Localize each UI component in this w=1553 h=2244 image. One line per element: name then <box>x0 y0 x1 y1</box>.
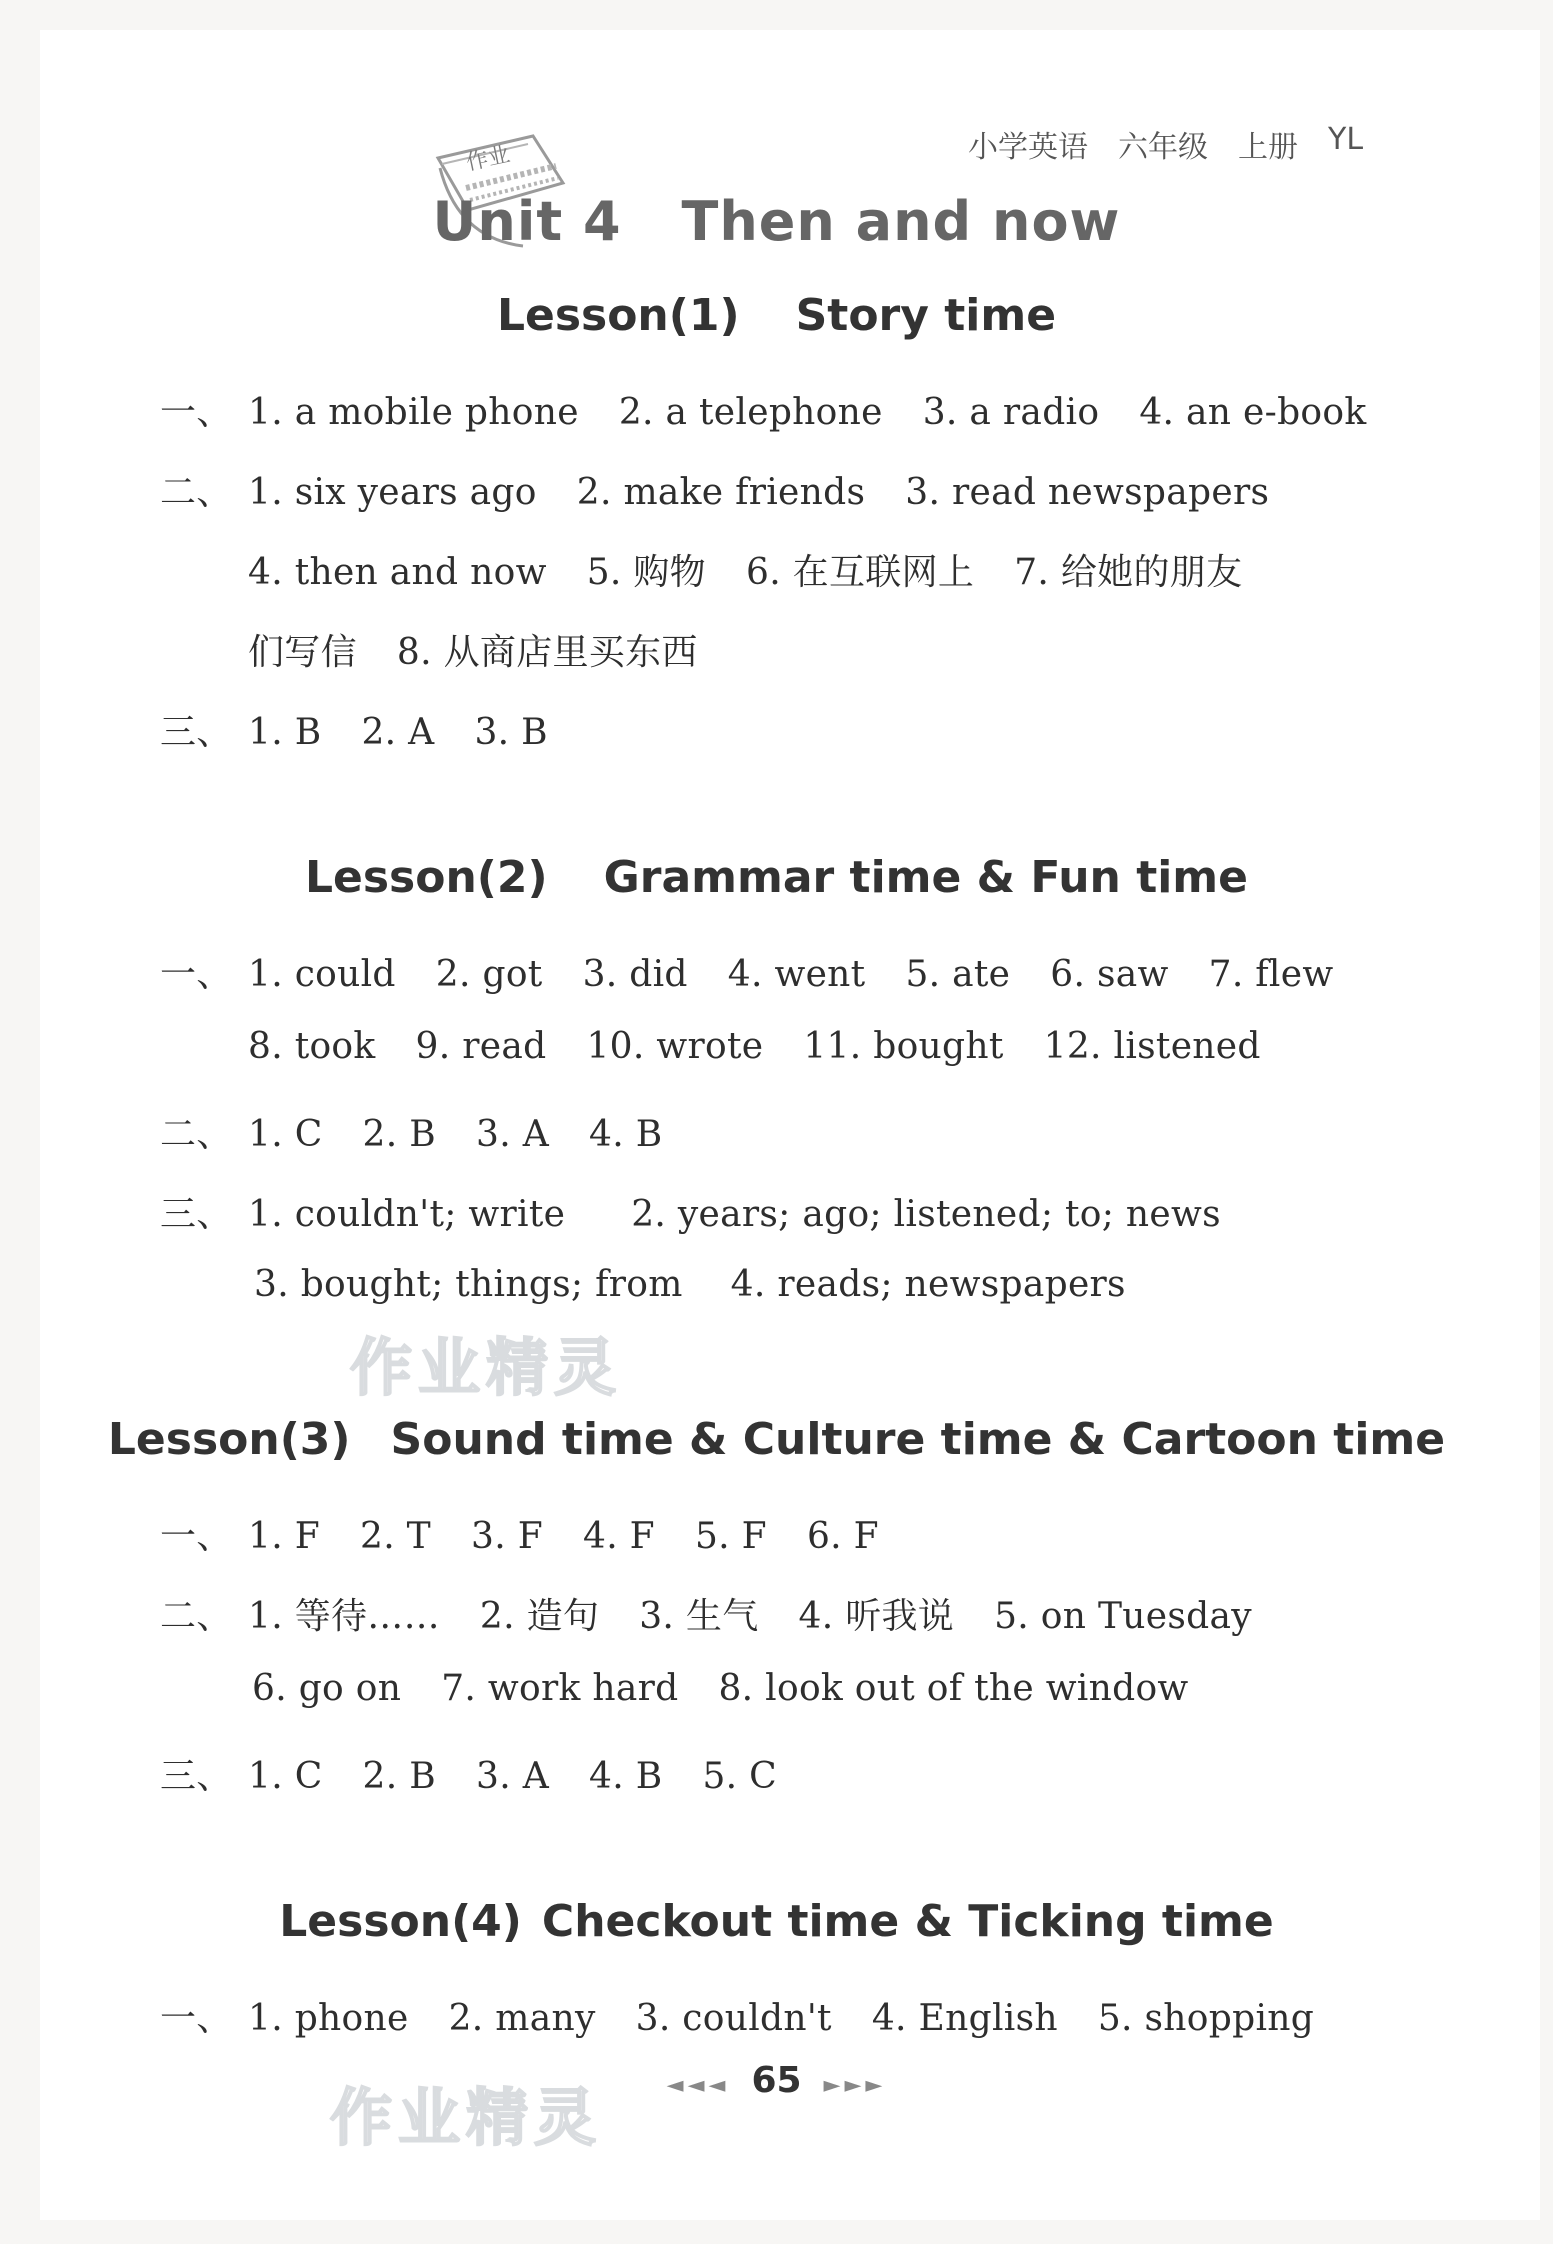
answer-item: 2. B <box>362 1756 436 1797</box>
answer-item: 1. 等待…… <box>248 1596 440 1637</box>
right-arrows-icon: ►►► <box>823 2073 887 2098</box>
header-grade: 六年级 <box>1118 130 1208 165</box>
answer-item: 2. A <box>361 712 435 753</box>
lesson-title: Story time <box>795 290 1057 341</box>
answer-item: 11. bought <box>803 1026 1004 1067</box>
answer-line <box>248 1026 1261 1067</box>
answer-item: 3. read newspapers <box>905 472 1270 513</box>
answer-item: 3. B <box>474 712 548 753</box>
section-marker: 一、 <box>160 1516 233 1557</box>
answer-item: 1. C <box>248 1756 323 1797</box>
lesson-title: Checkout time & Ticking time <box>541 1896 1274 1947</box>
answer-line <box>252 1668 1189 1709</box>
answer-item: 1. phone <box>248 1998 409 2039</box>
section-marker: 一、 <box>160 392 233 433</box>
lesson-3-heading <box>0 1414 1553 1465</box>
answer-item: 2. many <box>448 1998 596 2039</box>
answer-item: 3. bought; things; from <box>254 1264 683 1305</box>
answer-item: 4. then and now <box>248 552 547 593</box>
answer-line <box>160 1106 662 1157</box>
answer-line <box>254 1264 1126 1305</box>
answer-item: 3. couldn't <box>635 1998 832 2039</box>
lesson-4-heading <box>0 1896 1553 1947</box>
answer-item: 10. wrote <box>586 1026 764 1067</box>
answer-item: 2. T <box>359 1516 431 1557</box>
section-marker: 二、 <box>160 1596 233 1637</box>
lesson-label: Lesson(1) <box>496 290 740 341</box>
answer-item: 7. flew <box>1208 954 1334 995</box>
lesson-label: Lesson(3) <box>107 1414 351 1465</box>
answer-item: 们写信 <box>248 632 357 673</box>
answer-item: 4. F <box>582 1516 655 1557</box>
answer-item: 3. A <box>476 1756 549 1797</box>
answer-line <box>248 544 1242 595</box>
answer-line <box>160 464 1269 515</box>
answer-item: 5. shopping <box>1097 1998 1315 2039</box>
answer-item: 3. F <box>471 1516 543 1557</box>
answer-item: 2. a telephone <box>618 392 883 433</box>
unit-title <box>0 190 1553 253</box>
answer-line <box>160 1588 1252 1639</box>
answer-line <box>160 1748 777 1799</box>
section-marker: 二、 <box>160 472 233 513</box>
unit-name: Then and now <box>681 190 1121 253</box>
section-marker: 一、 <box>160 954 233 995</box>
answer-item: 7. 给她的朋友 <box>1014 552 1243 593</box>
answer-item: 4. English <box>871 1998 1058 2039</box>
answer-item: 2. 造句 <box>479 1596 600 1637</box>
watermark-mid: 作业精灵 <box>350 1331 623 1404</box>
answer-item: 4. went <box>727 954 866 995</box>
answer-item: 3. did <box>582 954 688 995</box>
answer-item: 9. read <box>415 1026 547 1067</box>
answer-line <box>248 624 698 675</box>
answer-line <box>160 1186 1221 1237</box>
answer-line <box>160 384 1367 435</box>
lesson-title: Sound time & Culture time & Cartoon time <box>390 1414 1446 1465</box>
answer-item: 7. work hard <box>441 1668 679 1709</box>
stamp-text: 作业 <box>464 142 513 176</box>
answer-item: 12. listened <box>1043 1026 1261 1067</box>
answer-item: 2. years; ago; listened; to; news <box>631 1194 1221 1235</box>
lesson-1-heading <box>0 290 1553 341</box>
section-marker: 一、 <box>160 1998 233 2039</box>
header-edition: YL <box>1328 122 1364 157</box>
answer-item: 3. a radio <box>922 392 1100 433</box>
answer-item: 3. A <box>476 1114 549 1155</box>
unit-number: Unit 4 <box>432 190 622 253</box>
answer-item: 5. ate <box>905 954 1011 995</box>
answer-item: 1. F <box>248 1516 320 1557</box>
answer-item: 1. could <box>248 954 396 995</box>
lesson-title: Grammar time & Fun time <box>603 852 1248 903</box>
answer-item: 6. go on <box>252 1668 402 1709</box>
answer-item: 8. took <box>248 1026 376 1067</box>
answer-item: 2. make friends <box>576 472 866 513</box>
lesson-2-heading <box>0 852 1553 903</box>
section-marker: 三、 <box>160 1194 233 1235</box>
answer-item: 8. 从商店里买东西 <box>396 632 698 673</box>
left-arrows-icon: ◄◄◄ <box>666 2073 730 2098</box>
page-footer <box>0 2060 1553 2101</box>
answer-line <box>160 1508 879 1559</box>
answer-item: 4. B <box>589 1756 663 1797</box>
answer-item: 1. C <box>248 1114 323 1155</box>
answer-item: 6. F <box>806 1516 879 1557</box>
answer-item: 4. 听我说 <box>798 1596 955 1637</box>
answer-item: 5. F <box>694 1516 767 1557</box>
answer-item: 4. B <box>589 1114 663 1155</box>
answer-line <box>160 704 548 755</box>
answer-item: 1. a mobile phone <box>248 392 579 433</box>
answer-item: 4. reads; newspapers <box>730 1264 1126 1305</box>
answer-item: 5. on Tuesday <box>994 1596 1252 1637</box>
section-marker: 二、 <box>160 1114 233 1155</box>
lesson-label: Lesson(4) <box>279 1896 522 1947</box>
page-number: 65 <box>751 2060 802 2101</box>
answer-item: 2. got <box>435 954 543 995</box>
book-header <box>968 122 1408 166</box>
lesson-label: Lesson(2) <box>304 852 548 903</box>
answer-item: 1. six years ago <box>248 472 537 513</box>
answer-item: 5. C <box>702 1756 777 1797</box>
answer-item: 6. saw <box>1050 954 1169 995</box>
answer-item: 1. couldn't; write <box>248 1194 566 1235</box>
header-subject: 小学英语 <box>968 130 1088 165</box>
answer-line <box>160 946 1333 997</box>
section-marker: 三、 <box>160 712 233 753</box>
answer-item: 3. 生气 <box>639 1596 759 1637</box>
answer-item: 2. B <box>362 1114 436 1155</box>
answer-item: 1. B <box>248 712 322 753</box>
answer-item: 4. an e-book <box>1139 392 1367 433</box>
answer-item: 6. 在互联网上 <box>745 552 975 593</box>
answer-item: 5. 购物 <box>586 552 706 593</box>
watermark-bottom: 作业精灵 <box>330 2081 603 2154</box>
header-volume: 上册 <box>1238 130 1298 165</box>
answer-item: 8. look out of the window <box>718 1668 1189 1709</box>
answer-line <box>160 1990 1314 2041</box>
section-marker: 三、 <box>160 1756 233 1797</box>
